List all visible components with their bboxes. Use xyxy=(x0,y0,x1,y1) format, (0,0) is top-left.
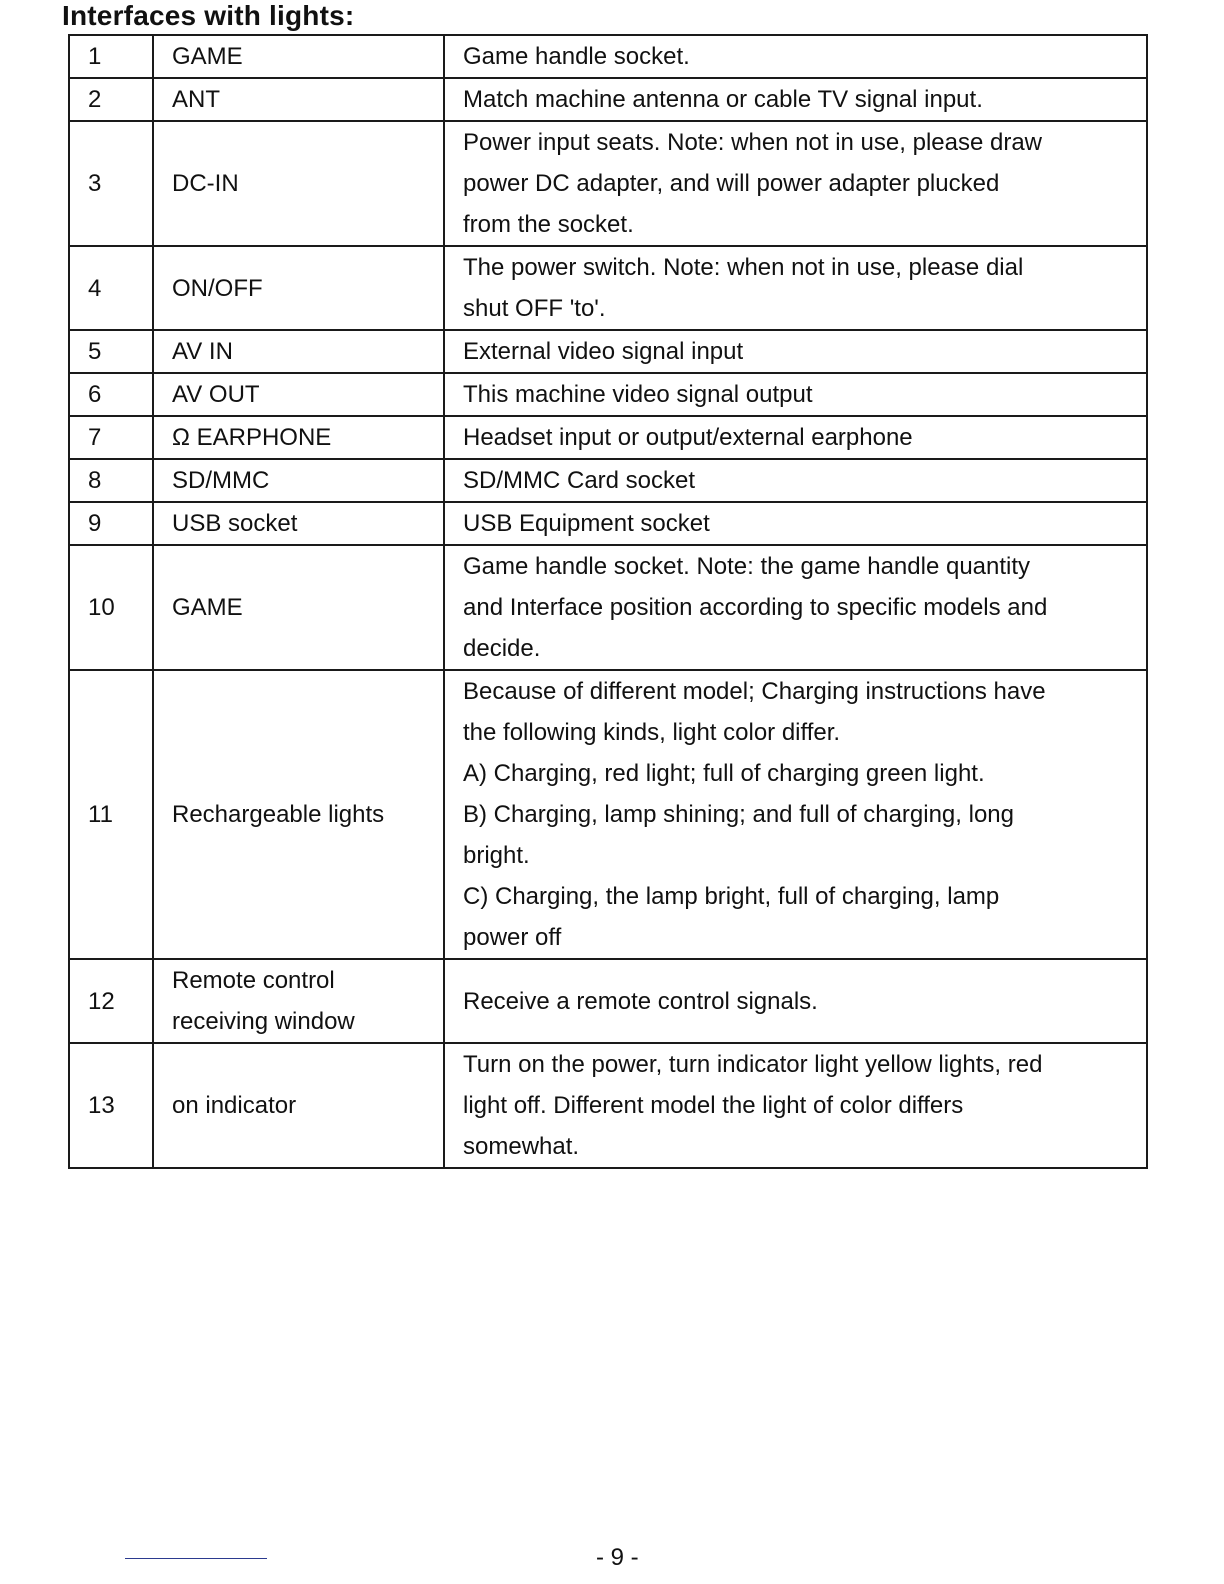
interface-name: Ω EARPHONE xyxy=(153,416,444,459)
table-row xyxy=(69,35,1147,78)
row-number: 7 xyxy=(69,416,153,459)
row-number: 4 xyxy=(69,246,153,330)
interface-name: AV OUT xyxy=(153,373,444,416)
interface-description xyxy=(444,502,1147,545)
table-row xyxy=(69,1043,1147,1168)
interface-description xyxy=(444,121,1147,246)
interface-description xyxy=(444,1043,1147,1168)
interface-name: USB socket xyxy=(153,502,444,545)
description-line: Game handle socket. Note: the game handle quantity xyxy=(463,553,1031,580)
interface-name-line: Remote control xyxy=(172,967,335,994)
description-line: Turn on the power, turn indicator light yellow lights, red xyxy=(463,1051,1043,1078)
interfaces-table xyxy=(68,34,1148,1169)
interface-name: Rechargeable lights xyxy=(153,670,444,959)
description-line: the following kinds, light color differ. xyxy=(463,719,841,746)
description-line: External video signal input xyxy=(463,338,744,365)
table-row xyxy=(69,670,1147,959)
description-line: A) Charging, red light; full of charging green light. xyxy=(463,760,985,787)
table-row xyxy=(69,78,1147,121)
table-row xyxy=(69,121,1147,246)
description-line: Receive a remote control signals. xyxy=(463,987,818,1015)
row-number: 3 xyxy=(69,121,153,246)
interface-description xyxy=(444,330,1147,373)
description-line: SD/MMC Card socket xyxy=(463,467,696,494)
description-line: B) Charging, lamp shining; and full of charging, long xyxy=(463,801,1014,828)
description-line: Because of different model; Charging instructions have xyxy=(463,678,1046,705)
table-row xyxy=(69,246,1147,330)
row-number: 6 xyxy=(69,373,153,416)
table-row xyxy=(69,502,1147,545)
interface-description xyxy=(444,459,1147,502)
interface-description xyxy=(444,416,1147,459)
description-line: Power input seats. Note: when not in use, please draw xyxy=(463,129,1042,156)
description-line: Headset input or output/external earphone xyxy=(463,424,913,451)
row-number: 10 xyxy=(69,545,153,670)
description-line: from the socket. xyxy=(463,211,634,238)
row-number: 2 xyxy=(69,78,153,121)
row-number: 5 xyxy=(69,330,153,373)
table-row xyxy=(69,545,1147,670)
row-number: 11 xyxy=(69,670,153,959)
table-row xyxy=(69,373,1147,416)
description-line: bright. xyxy=(463,842,530,869)
interface-description xyxy=(444,959,1147,1043)
row-number: 13 xyxy=(69,1043,153,1168)
row-number: 12 xyxy=(69,959,153,1043)
page-number: - 9 - xyxy=(596,1544,639,1571)
table-row xyxy=(69,959,1147,1043)
interface-name: GAME xyxy=(153,545,444,670)
description-line: somewhat. xyxy=(463,1133,580,1160)
interface-name: GAME xyxy=(153,35,444,78)
interface-description xyxy=(444,78,1147,121)
table-row xyxy=(69,416,1147,459)
description-line: USB Equipment socket xyxy=(463,510,710,537)
interface-description xyxy=(444,545,1147,670)
description-line: Game handle socket. xyxy=(463,43,690,70)
footer-rule xyxy=(125,1558,267,1559)
interface-name: ON/OFF xyxy=(153,246,444,330)
description-line: light off. Different model the light of color differs xyxy=(463,1092,964,1119)
interface-name: AV IN xyxy=(153,330,444,373)
row-number: 1 xyxy=(69,35,153,78)
row-number: 8 xyxy=(69,459,153,502)
table-row xyxy=(69,459,1147,502)
interface-name: on indicator xyxy=(153,1043,444,1168)
interface-name: SD/MMC xyxy=(153,459,444,502)
interface-description xyxy=(444,373,1147,416)
description-line: This machine video signal output xyxy=(463,381,813,408)
description-line: power off xyxy=(463,924,562,951)
description-line: and Interface position according to specific models and xyxy=(463,594,1048,621)
description-line: Match machine antenna or cable TV signal input. xyxy=(463,86,983,113)
interface-description xyxy=(444,35,1147,78)
description-line: C) Charging, the lamp bright, full of charging, lamp xyxy=(463,883,1000,910)
interface-description xyxy=(444,670,1147,959)
interface-description xyxy=(444,246,1147,330)
table-row xyxy=(69,330,1147,373)
interface-name-line: receiving window xyxy=(172,1008,355,1035)
row-number: 9 xyxy=(69,502,153,545)
description-line: shut OFF 'to'. xyxy=(463,295,606,322)
interface-name xyxy=(153,959,444,1043)
description-line: The power switch. Note: when not in use, please dial xyxy=(463,254,1024,281)
description-line: decide. xyxy=(463,635,541,662)
interface-name: ANT xyxy=(153,78,444,121)
page-title: Interfaces with lights: xyxy=(62,0,355,31)
interface-name: DC-IN xyxy=(153,121,444,246)
description-line: power DC adapter, and will power adapter plucked xyxy=(463,170,1000,197)
